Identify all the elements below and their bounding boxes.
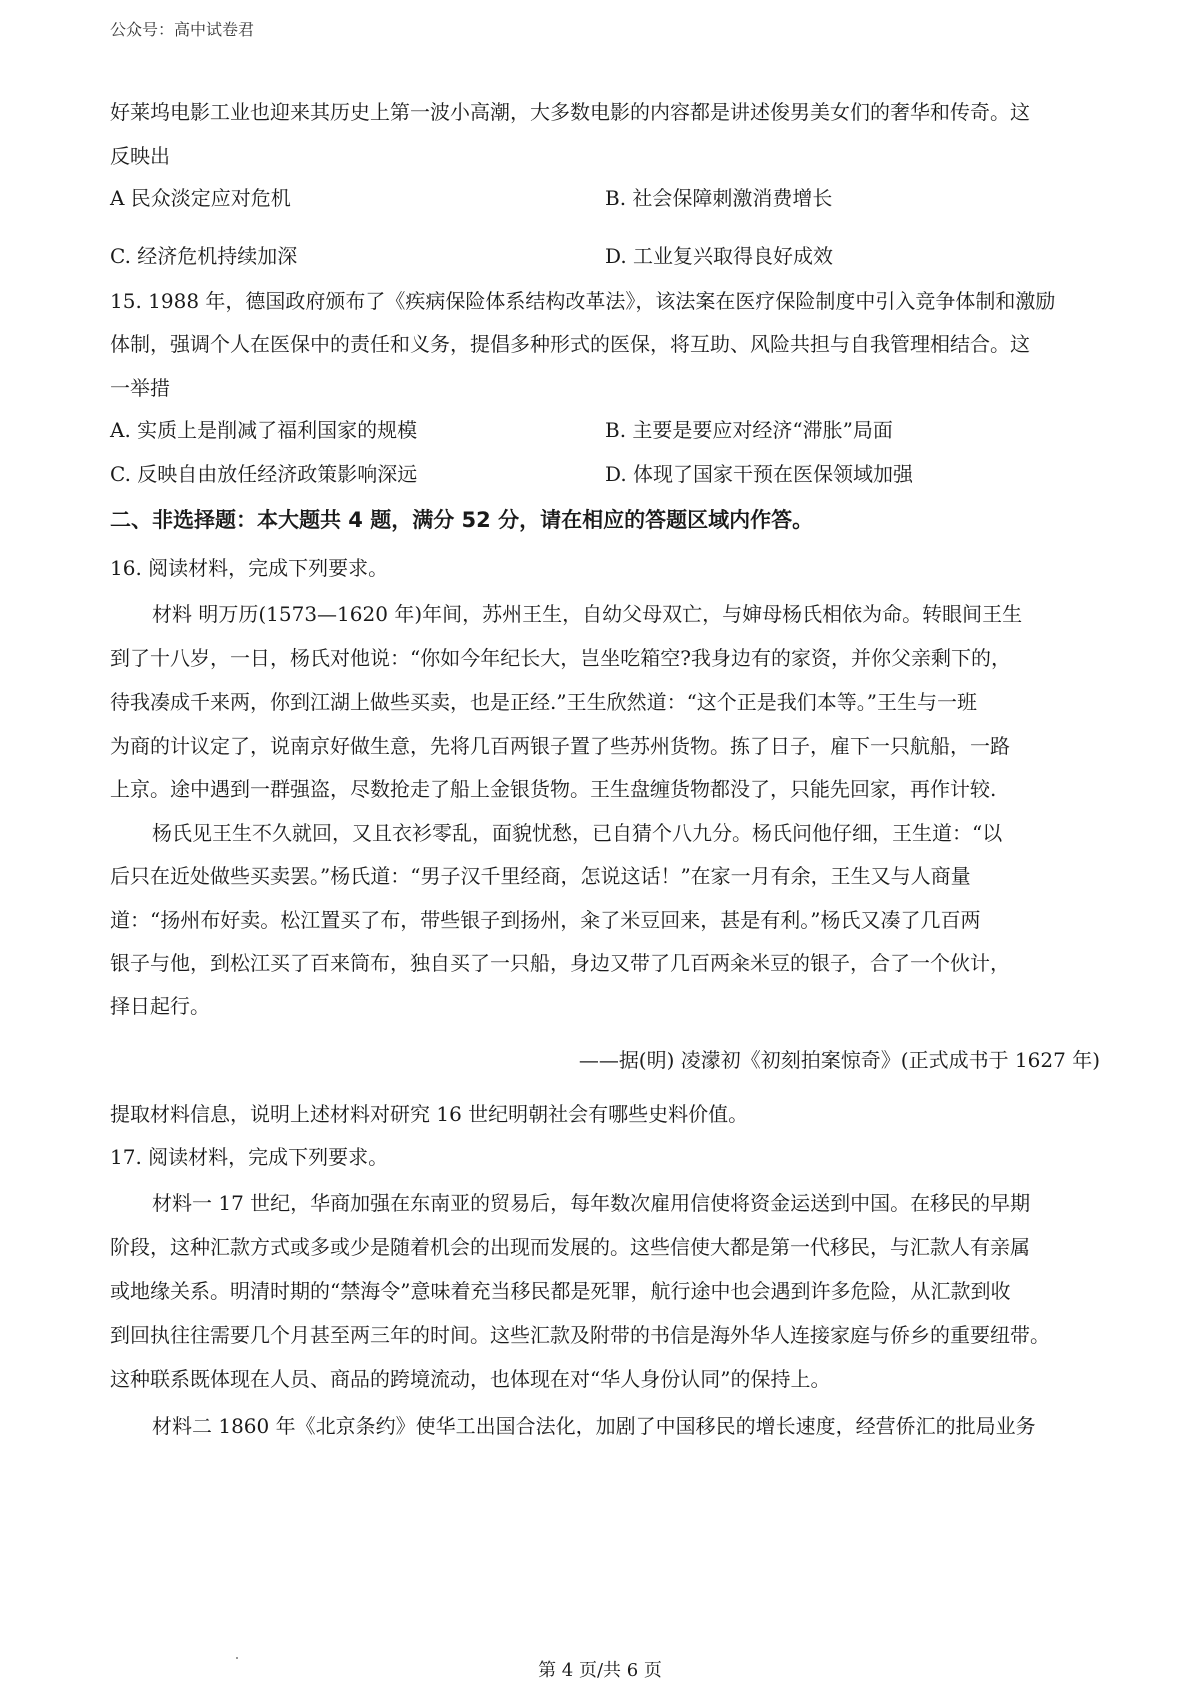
q14-option-d: D. 工业复兴取得良好成效 [605, 244, 834, 268]
q16-material-line-10: 择日起行。 [110, 994, 210, 1018]
q16-material-line-2: 到了十八岁，一日，杨氏对他说：“你如今年纪长大，岂坐吃箱空?我身边有的家资，并你父亲剩下的， [110, 646, 1011, 670]
q16-material-line-1: 材料 明万历(1573—1620 年)年间，苏州王生，自幼父母双亡，与婶母杨氏相依为命。转眼间王生 [152, 602, 1023, 626]
q16-material-line-4: 为商的计议定了，说南京好做生意，先将几百两银子置了些苏州货物。拣了日子，雇下一只航船，一路 [110, 734, 1010, 758]
q15-stem-line-1: 15. 1988 年，德国政府颁布了《疾病保险体系结构改革法》，该法案在医疗保险制度中引入竞争体制和激励 [110, 289, 1056, 313]
q14-option-a: A 民众淡定应对危机 [110, 186, 291, 210]
q14-stem-line-1: 好莱坞电影工业也迎来其历史上第一波小高潮，大多数电影的内容都是讲述俊男美女们的奢华和传奇。这 [110, 100, 1030, 124]
q15-option-d: D. 体现了国家干预在医保领域加强 [605, 462, 914, 486]
q15-stem-line-2: 体制，强调个人在医保中的责任和义务，提倡多种形式的医保，将互助、风险共担与自我管理相结合。这 [110, 332, 1030, 356]
q16-material-line-8: 道：“扬州布好卖。松江置买了布，带些银子到扬州，籴了米豆回来，甚是有利。”杨氏又凑了几百两 [110, 908, 981, 932]
q17-title: 17. 阅读材料，完成下列要求。 [110, 1145, 389, 1169]
q16-question: 提取材料信息，说明上述材料对研究 16 世纪明朝社会有哪些史料价值。 [110, 1102, 749, 1126]
page-footer-number: 第 4 页/共 6 页 [538, 1660, 662, 1681]
q16-material-line-9: 银子与他，到松江买了百来筒布，独自买了一只船，身边又带了几百两籴米豆的银子，合了一个伙计， [110, 951, 1010, 975]
q17-material1-line-2: 阶段，这种汇款方式或多或少是随着机会的出现而发展的。这些信使大都是第一代移民，与汇款人有亲属 [110, 1235, 1030, 1259]
q17-material1-line-4: 到回执往往需要几个月甚至两三年的时间。这些汇款及附带的书信是海外华人连接家庭与侨乡的重要纽带。 [110, 1323, 1050, 1347]
q15-option-a: A. 实质上是削减了福利国家的规模 [110, 418, 418, 442]
q16-title: 16. 阅读材料，完成下列要求。 [110, 556, 389, 580]
q16-material-line-3: 待我凑成千来两，你到江湖上做些买卖，也是正经.”王生欣然道：“这个正是我们本等。”王生与一班 [110, 690, 978, 714]
q15-option-c: C. 反映自由放任经济政策影响深远 [110, 462, 418, 486]
q14-option-c: C. 经济危机持续加深 [110, 244, 298, 268]
q17-material2-line-1: 材料二 1860 年《北京条约》使华工出国合法化，加剧了中国移民的增长速度，经营侨汇的批局业务 [152, 1414, 1036, 1438]
page-header-source: 公众号：高中试卷君 [110, 20, 255, 39]
q17-material1-line-3: 或地缘关系。明清时期的“禁海令”意味着充当移民都是死罪，航行途中也会遇到许多危险，从汇款到收 [110, 1279, 1011, 1303]
q17-material1-line-1: 材料一 17 世纪，华商加强在东南亚的贸易后，每年数次雇用信使将资金运送到中国。在移民的早期 [152, 1191, 1031, 1215]
q16-citation: ——据(明) 凌濛初《初刻拍案惊奇》(正式成书于 1627 年) [578, 1048, 1100, 1072]
q14-option-b: B. 社会保障刺激消费增长 [605, 186, 833, 210]
q15-option-b: B. 主要是要应对经济“滞胀”局面 [605, 418, 893, 442]
q16-material-line-7: 后只在近处做些买卖罢。”杨氏道：“男子汉千里经商，怎说这话！”在家一月有余，王生又与人商量 [110, 864, 971, 888]
q14-stem-line-2: 反映出 [110, 144, 170, 168]
q16-material-line-6: 杨氏见王生不久就回，又且衣衫零乱，面貌忧愁，已自猜个八九分。杨氏问他仔细，王生道：“以 [152, 821, 1003, 845]
q17-material1-line-5: 这种联系既体现在人员、商品的跨境流动，也体现在对“华人身份认同”的保持上。 [110, 1367, 831, 1391]
q15-stem-line-3: 一举措 [110, 376, 170, 400]
section-heading: 二、非选择题：本大题共 4 题，满分 52 分，请在相应的答题区域内作答。 [110, 508, 814, 532]
q16-material-line-5: 上京。途中遇到一群强盗，尽数抢走了船上金银货物。王生盘缠货物都没了，只能先回家，再作计较. [110, 777, 997, 801]
